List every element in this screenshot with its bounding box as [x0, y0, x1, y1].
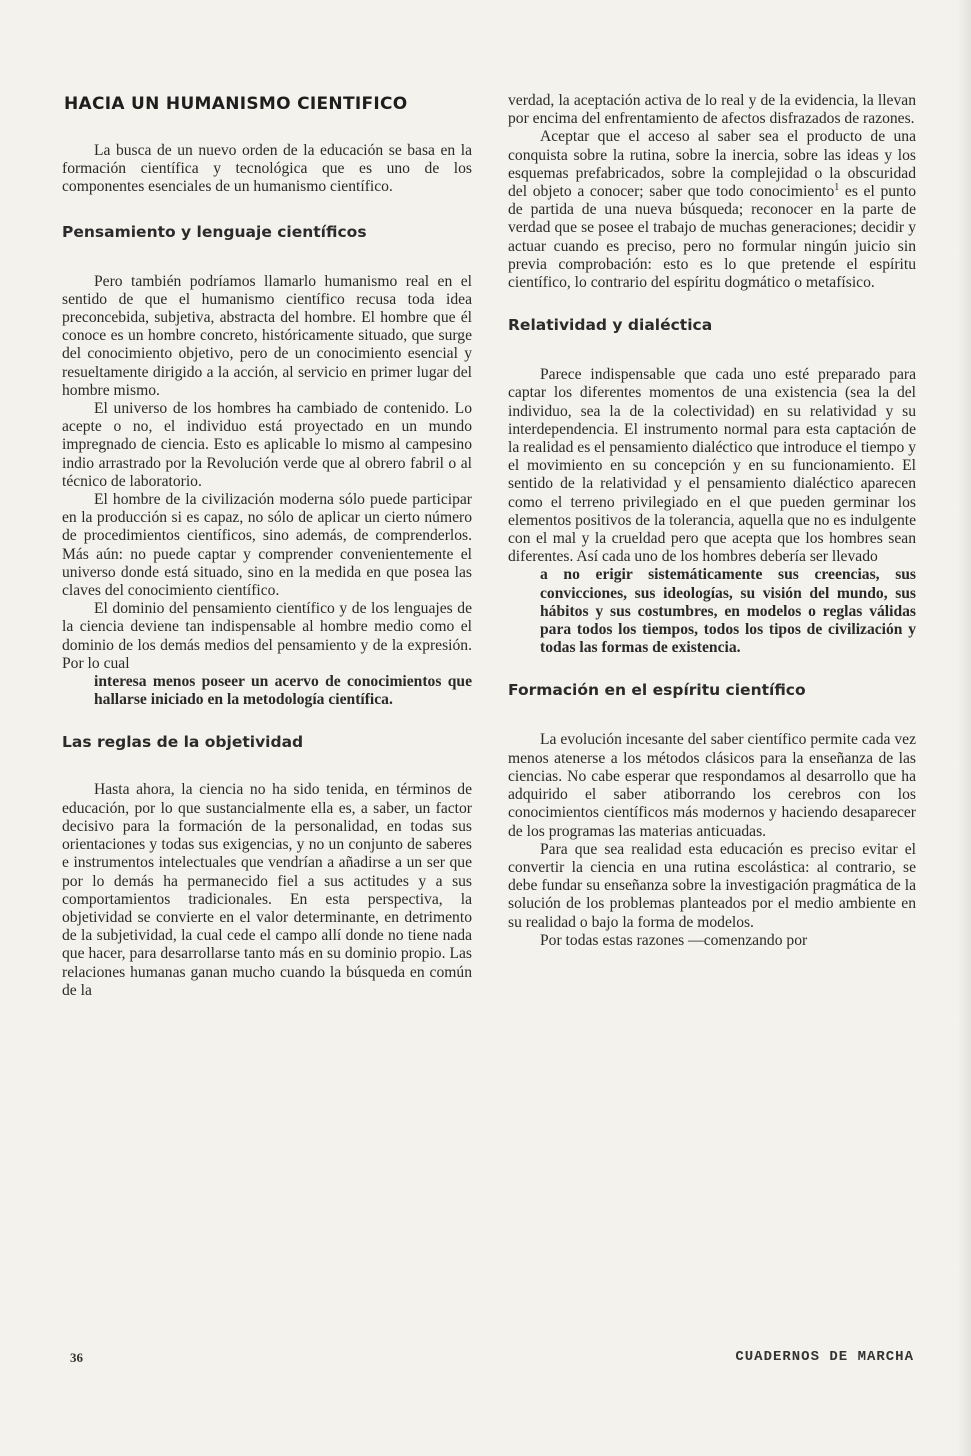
paragraph: Hasta ahora, la ciencia no ha sido tenida, en términos de educación, por lo que sustancialmente ella es, a saber, un factor decisivo para la formación de la personalidad, en todas sus orientaciones y todas sus exigencias, y no un conjunto de saberes e instrumentos intelectuales que vendrían a añadirse a un ser que por lo demás ha permanecido fiel a sus actitudes y a sus comportamientos tradicionales. En esta perspectiva, la objetividad se convierte en el valor determinante, en detrimento de la subjetividad, la cual cede el campo allí donde no tiene nada que hacer, para desarrollarse tanto más en su dominio propio. Las relaciones humanas ganan mucho cuando la búsqueda en común de la: [62, 781, 472, 999]
section-heading-relatividad: Relatividad y dialéctica: [508, 316, 713, 335]
bold-quote: a no erigir sistemáticamente sus creencias, sus convicciones, sus ideologías, su visión del mundo, sus hábitos y sus costumbres, en modelos o reglas válidas para todos los tiempos, todos los tipos de civilización y todas las formas de existencia.: [540, 566, 916, 657]
footnote-marker: 1: [834, 181, 840, 193]
paragraph: El universo de los hombres ha cambiado de contenido. Lo acepte o no, el individuo está proyectado en un mundo impregnado de ciencia. Esto es aplicable lo mismo al campesino indio arrastrado por la Revolución verde que al obrero fabril o al técnico de laboratorio.: [62, 400, 472, 490]
section-heading-pensamiento: Pensamiento y lenguaje científicos: [62, 222, 367, 241]
paragraph: El dominio del pensamiento científico y de los lenguajes de la ciencia deviene tan indispensable al hombre medio como el dominio de los demás medios del pensamiento y de la expresión. Por lo cual: [62, 600, 472, 672]
page-edge-shadow: [957, 0, 971, 1456]
intro-paragraph: La busca de un nuevo orden de la educación se basa en la formación científica y tecnológica que es uno de los componentes esenciales de un humanismo científico.: [62, 142, 472, 196]
paragraph: Pero también podríamos llamarlo humanismo real en el sentido de que el humanismo científico recusa toda idea preconcebida, subjetiva, abstracta del hombre. El hombre que él conoce es un hombre concreto, históricamente situado, que surge del conocimiento objetivo, pero de un conocimiento esencial y resueltamente dirigido a la acción, al servicio en primer lugar del hombre mismo.: [62, 272, 472, 399]
paragraph: La evolución incesante del saber científico permite cada vez menos atenerse a los métodos clásicos para la enseñanza de las ciencias. No cabe esperar que respondamos al desarrollo que ha adquirido el saber atiborrando los cerebros con los conocimientos científicos más modernos y haciendo desaparecer de los programas las materias anticuadas.: [508, 731, 916, 840]
right-column: [508, 92, 916, 950]
paragraph-with-footnote: [508, 128, 916, 292]
paragraph: El hombre de la civilización moderna sólo puede participar en la producción si es capaz, no sólo de aplicar un cierto número de procedimientos científicos, sino además, de comprenderlos. Más aún: no puede captar y comprender convenientemente el universo donde está situado, sino en la medida en que posea las claves del conocimiento científico.: [62, 491, 472, 600]
journal-name: CUADERNOS DE MARCHA: [735, 1349, 914, 1365]
paragraph-text: Aceptar que el acceso al saber sea el producto de una conquista sobre la rutina, sobre la inercia, sobre las ideas y los esquemas prefabricados, sobre la complejidad o la obscuridad del objeto a conocer; saber que todo conocimiento: [508, 128, 916, 201]
paragraph: Por todas estas razones —comenzando por: [540, 931, 808, 949]
paragraph: Para que sea realidad esta educación es preciso evitar el convertir la ciencia en una rutina escolástica: al contrario, se debe fundar su enseñanza sobre la investigación pragmática de la solución de los problemas planteados por el medio ambiente en su realidad o bajo la forma de modelos.: [508, 840, 916, 931]
page-number: 36: [70, 1350, 83, 1365]
paragraph: Parece indispensable que cada uno esté preparado para captar los diferentes momentos de una existencia (sea la del individuo, sea la de la colectividad) en su relatividad y su interdependencia. El instrumento normal para esta captación de la realidad es el pensamiento dialéctico que introduce el tiempo y el movimiento en su concepción y en su funcionamiento. El sentido de la relatividad y el pensamiento dialéctico aparecen como el terreno privilegiado en el que pueden germinar los elementos positivos de la tolerancia, aquella que no es indulgente con el mal y la crueldad pero que acepta que los hombres sean diferentes. Así cada uno de los hombres debería ser llevado: [508, 366, 916, 566]
paragraph-text: es el punto de partida de una nueva búsqueda; reconocer en la parte de verdad que se posee el trabajo de muchas generaciones; decidir y actuar cuando es preciso, pero no formular ningún juicio sin previa comprobación: esto es lo que pretende el espíritu científico, lo contrario del espíritu dogmático o metafísico.: [508, 183, 916, 292]
section-heading-objetividad: Las reglas de la objetividad: [62, 733, 304, 752]
paragraph-continuation: verdad, la aceptación activa de lo real y de la evidencia, la llevan por encima del enfrentamiento de afectos disfrazados de razones.: [508, 92, 916, 128]
article-title: HACIA UN HUMANISMO CIENTIFICO: [64, 94, 408, 114]
bold-quote: interesa menos poseer un acervo de conocimientos que hallarse iniciado en la metodología científica.: [94, 673, 472, 709]
section-heading-formacion: Formación en el espíritu científico: [508, 681, 806, 700]
left-column: [62, 92, 472, 1000]
